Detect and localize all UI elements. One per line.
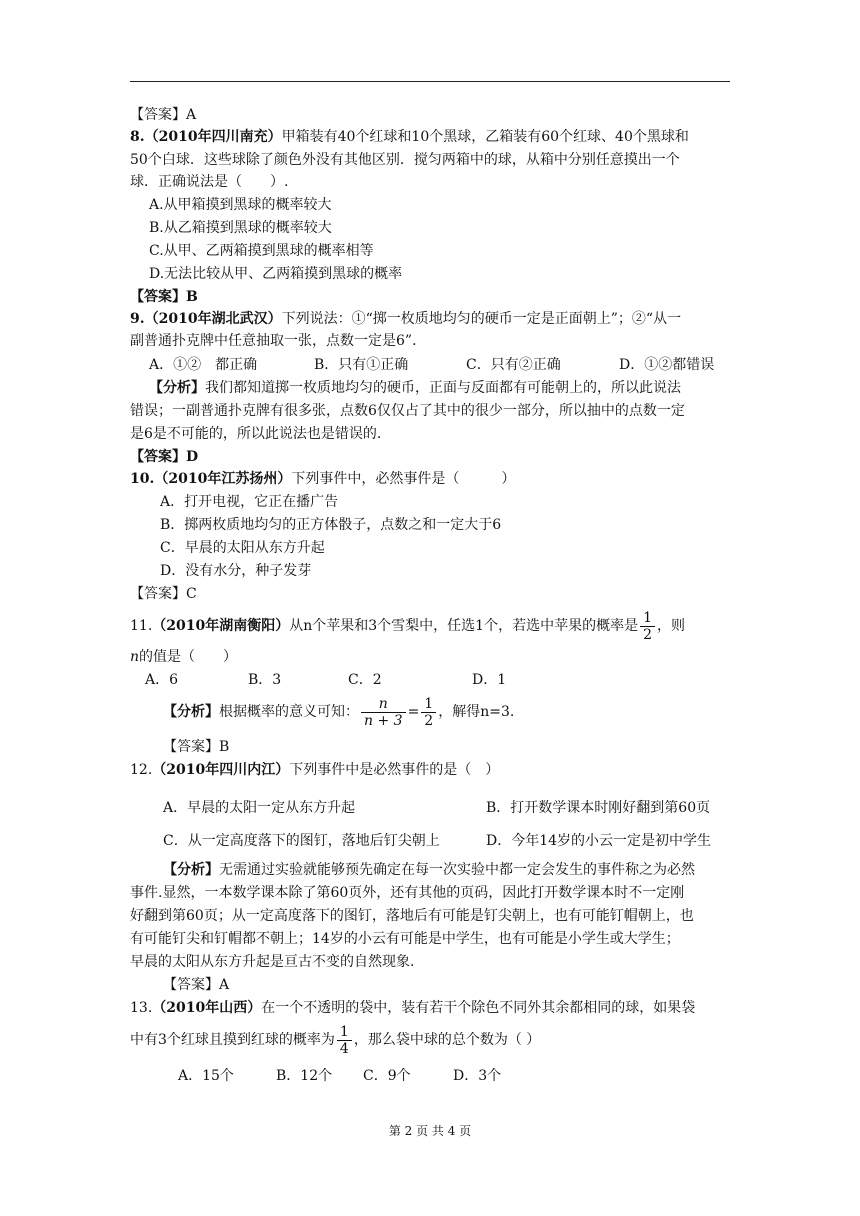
q11-option-b: B．3 — [248, 672, 282, 688]
q9-answer: 【答案】D — [130, 449, 199, 465]
q9-option-b: B．只有①正确 — [314, 357, 409, 373]
q12-option-d: D．今年14岁的小云一定是初中学生 — [486, 833, 712, 849]
q12-analysis-line2: 事件.显然，一本数学课本除了第60页外，还有其他的页码，因此打开数学课本时不一定刚 — [130, 885, 685, 901]
q11-variable-n: n — [130, 649, 140, 665]
q12-analysis-line4: 有可能钉尖和钉帽都不朝上；14岁的小云有可能是中学生，也有可能是小学生或大学生； — [130, 931, 680, 947]
q9-stem-line2: 副普通扑克牌中任意抽取一张，点数一定是6”． — [130, 333, 427, 349]
q9-analysis-line1 — [149, 379, 681, 397]
q9-analysis-text: 我们都知道掷一枚质地均匀的硬币，正面与反面都有可能朝上的，所以此说法 — [205, 380, 681, 396]
q12-option-a: A．早晨的太阳一定从东方升起 — [163, 800, 356, 816]
q12-analysis-text: 无需通过实验就能够预先确定在每一次实验中都一定会发生的事件称之为必然 — [219, 862, 695, 878]
q9-stem-line1 — [130, 310, 681, 328]
q8-stem-line3: 球．正确说法是（ ）. — [130, 174, 289, 190]
q8-stem-line2: 50个白球．这些球除了颜色外没有其他区别．搅匀两箱中的球，从箱中分别任意摸出一个 — [130, 152, 680, 168]
q12-analysis-line1 — [163, 861, 695, 879]
q11-equation-right — [421, 696, 436, 729]
q11-answer: 【答案】B — [163, 739, 230, 755]
q13-fraction-denominator: 4 — [339, 1040, 349, 1057]
q10-option-c: C．早晨的太阳从东方升起 — [160, 540, 325, 556]
q11-equation-right-denominator: 2 — [424, 712, 434, 729]
q10-answer: 【答案】C — [130, 586, 197, 602]
q13-stem: 在一个不透明的袋中，装有若干个除色不同外其余都相同的球，如果袋 — [261, 1000, 696, 1016]
q13-fraction-numerator: 1 — [337, 1024, 352, 1041]
q12-analysis-label: 【分析】 — [163, 862, 219, 878]
q9-analysis-label: 【分析】 — [149, 380, 205, 396]
q8-number: 8. — [130, 129, 145, 145]
q13-number: 13. — [130, 1000, 153, 1016]
q11-analysis-post: ，解得n=3. — [438, 704, 515, 720]
q11-stem: 从n个苹果和3个雪梨中，任选1个，若选中苹果的概率是 — [289, 618, 639, 634]
q10-number: 10. — [130, 471, 155, 487]
q11-fraction-numerator: 1 — [640, 610, 655, 627]
q11-number: 11. — [130, 618, 153, 634]
q11-stem-line2 — [130, 648, 237, 666]
q13-stem-line1 — [130, 999, 695, 1017]
q11-source: （2010年湖南衡阳） — [152, 618, 290, 634]
q12-analysis-line5: 早晨的太阳从东方升起是亘古不变的自然现象. — [130, 954, 415, 970]
q11-equation-right-numerator: 1 — [421, 696, 436, 713]
q12-source: （2010年四川内江） — [152, 762, 290, 778]
q12-stem: 下列事件中是必然事件的是（ ） — [289, 762, 500, 778]
q13-option-d: D．3个 — [453, 1068, 502, 1084]
q8-option-b: B.从乙箱摸到黑球的概率较大 — [149, 220, 332, 236]
q9-number: 9. — [130, 311, 145, 327]
q9-analysis-line3: 是6是不可能的，所以此说法也是错误的. — [130, 426, 382, 442]
q11-option-d: D．1 — [472, 672, 507, 688]
q11-equation-numerator: n — [361, 696, 406, 713]
q13-stem-part1: 中有3个红球且摸到红球的概率为 — [130, 1032, 335, 1048]
q12-stem-line — [130, 761, 499, 779]
q8-stem-line1 — [130, 128, 689, 146]
q13-stem-part2: ，那么袋中球的总个数为（ ） — [353, 1032, 541, 1048]
q12-option-c: C．从一定高度落下的图钉，落地后钉尖朝上 — [163, 833, 440, 849]
q9-analysis-line2: 错误；一副普通扑克牌有很多张，点数6仅仅占了其中的很少一部分，所以抽中的点数一定 — [130, 403, 685, 419]
q12-option-b: B．打开数学课本时刚好翻到第60页 — [486, 800, 711, 816]
q12-answer: 【答案】A — [163, 977, 230, 993]
q11-fraction-denominator: 2 — [643, 626, 652, 643]
q8-option-c: C.从甲、乙两箱摸到黑球的概率相等 — [149, 243, 374, 259]
q8-answer: 【答案】B — [130, 289, 198, 305]
q11-stem-cont: 的值是（ ） — [139, 649, 238, 665]
q11-analysis-label: 【分析】 — [163, 704, 219, 720]
q12-number: 12. — [130, 762, 153, 778]
q10-option-b: B．掷两枚质地均匀的正方体骰子，点数之和一定大于6 — [160, 517, 502, 533]
q13-stem-line2 — [130, 1020, 540, 1060]
q11-stem-end: ，则 — [657, 618, 685, 634]
q7-answer: 【答案】A — [130, 107, 197, 123]
q9-option-d: D．①②都错误 — [619, 357, 715, 373]
q11-fraction — [640, 610, 655, 643]
q13-fraction — [337, 1024, 352, 1057]
q11-option-a: A．6 — [145, 672, 179, 688]
header-rule — [130, 81, 730, 82]
q11-stem-line1 — [130, 606, 685, 646]
q11-option-c: C．2 — [348, 672, 382, 688]
q13-option-c: C．9个 — [363, 1068, 411, 1084]
q13-source: （2010年山西） — [152, 1000, 262, 1016]
page-footer: 第 2 页 共 4 页 — [388, 1124, 472, 1138]
q10-source: （2010年江苏扬州） — [154, 471, 292, 487]
q10-stem-line — [130, 470, 515, 488]
q11-analysis-pre: 根据概率的意义可知： — [219, 704, 359, 720]
q12-analysis-line3: 好翻到第60页；从一定高度落下的图钉，落地后有可能是钉尖朝上，也有可能钉帽朝上，也 — [130, 908, 694, 924]
q9-option-a: A．①② 都正确 — [149, 357, 258, 373]
q13-option-a: A．15个 — [178, 1068, 234, 1084]
q11-equation-denominator: n + 3 — [364, 712, 403, 729]
q8-option-a: A.从甲箱摸到黑球的概率较大 — [149, 197, 332, 213]
q13-option-b: B．12个 — [276, 1068, 333, 1084]
q8-option-d: D.无法比较从甲、乙两箱摸到黑球的概率 — [149, 266, 403, 282]
q9-source: （2010年湖北武汉） — [144, 311, 282, 327]
q10-option-d: D．没有水分，种子发芽 — [160, 563, 312, 579]
q9-stem: 下列说法：①“掷一枚质地均匀的硬币一定是正面朝上”；②“从一 — [281, 311, 682, 327]
q9-option-c: C．只有②正确 — [466, 357, 561, 373]
q10-stem: 下列事件中，必然事件是（ ） — [291, 471, 516, 487]
q11-equation-equals: = — [407, 704, 420, 720]
q11-analysis-line — [163, 692, 514, 732]
q10-option-a: A．打开电视，它正在播广告 — [160, 494, 339, 510]
q8-source: （2010年四川南充） — [144, 129, 282, 145]
q11-equation-left — [361, 696, 406, 729]
q8-stem: 甲箱装有40个红球和10个黑球，乙箱装有60个红球、40个黑球和 — [281, 129, 689, 145]
